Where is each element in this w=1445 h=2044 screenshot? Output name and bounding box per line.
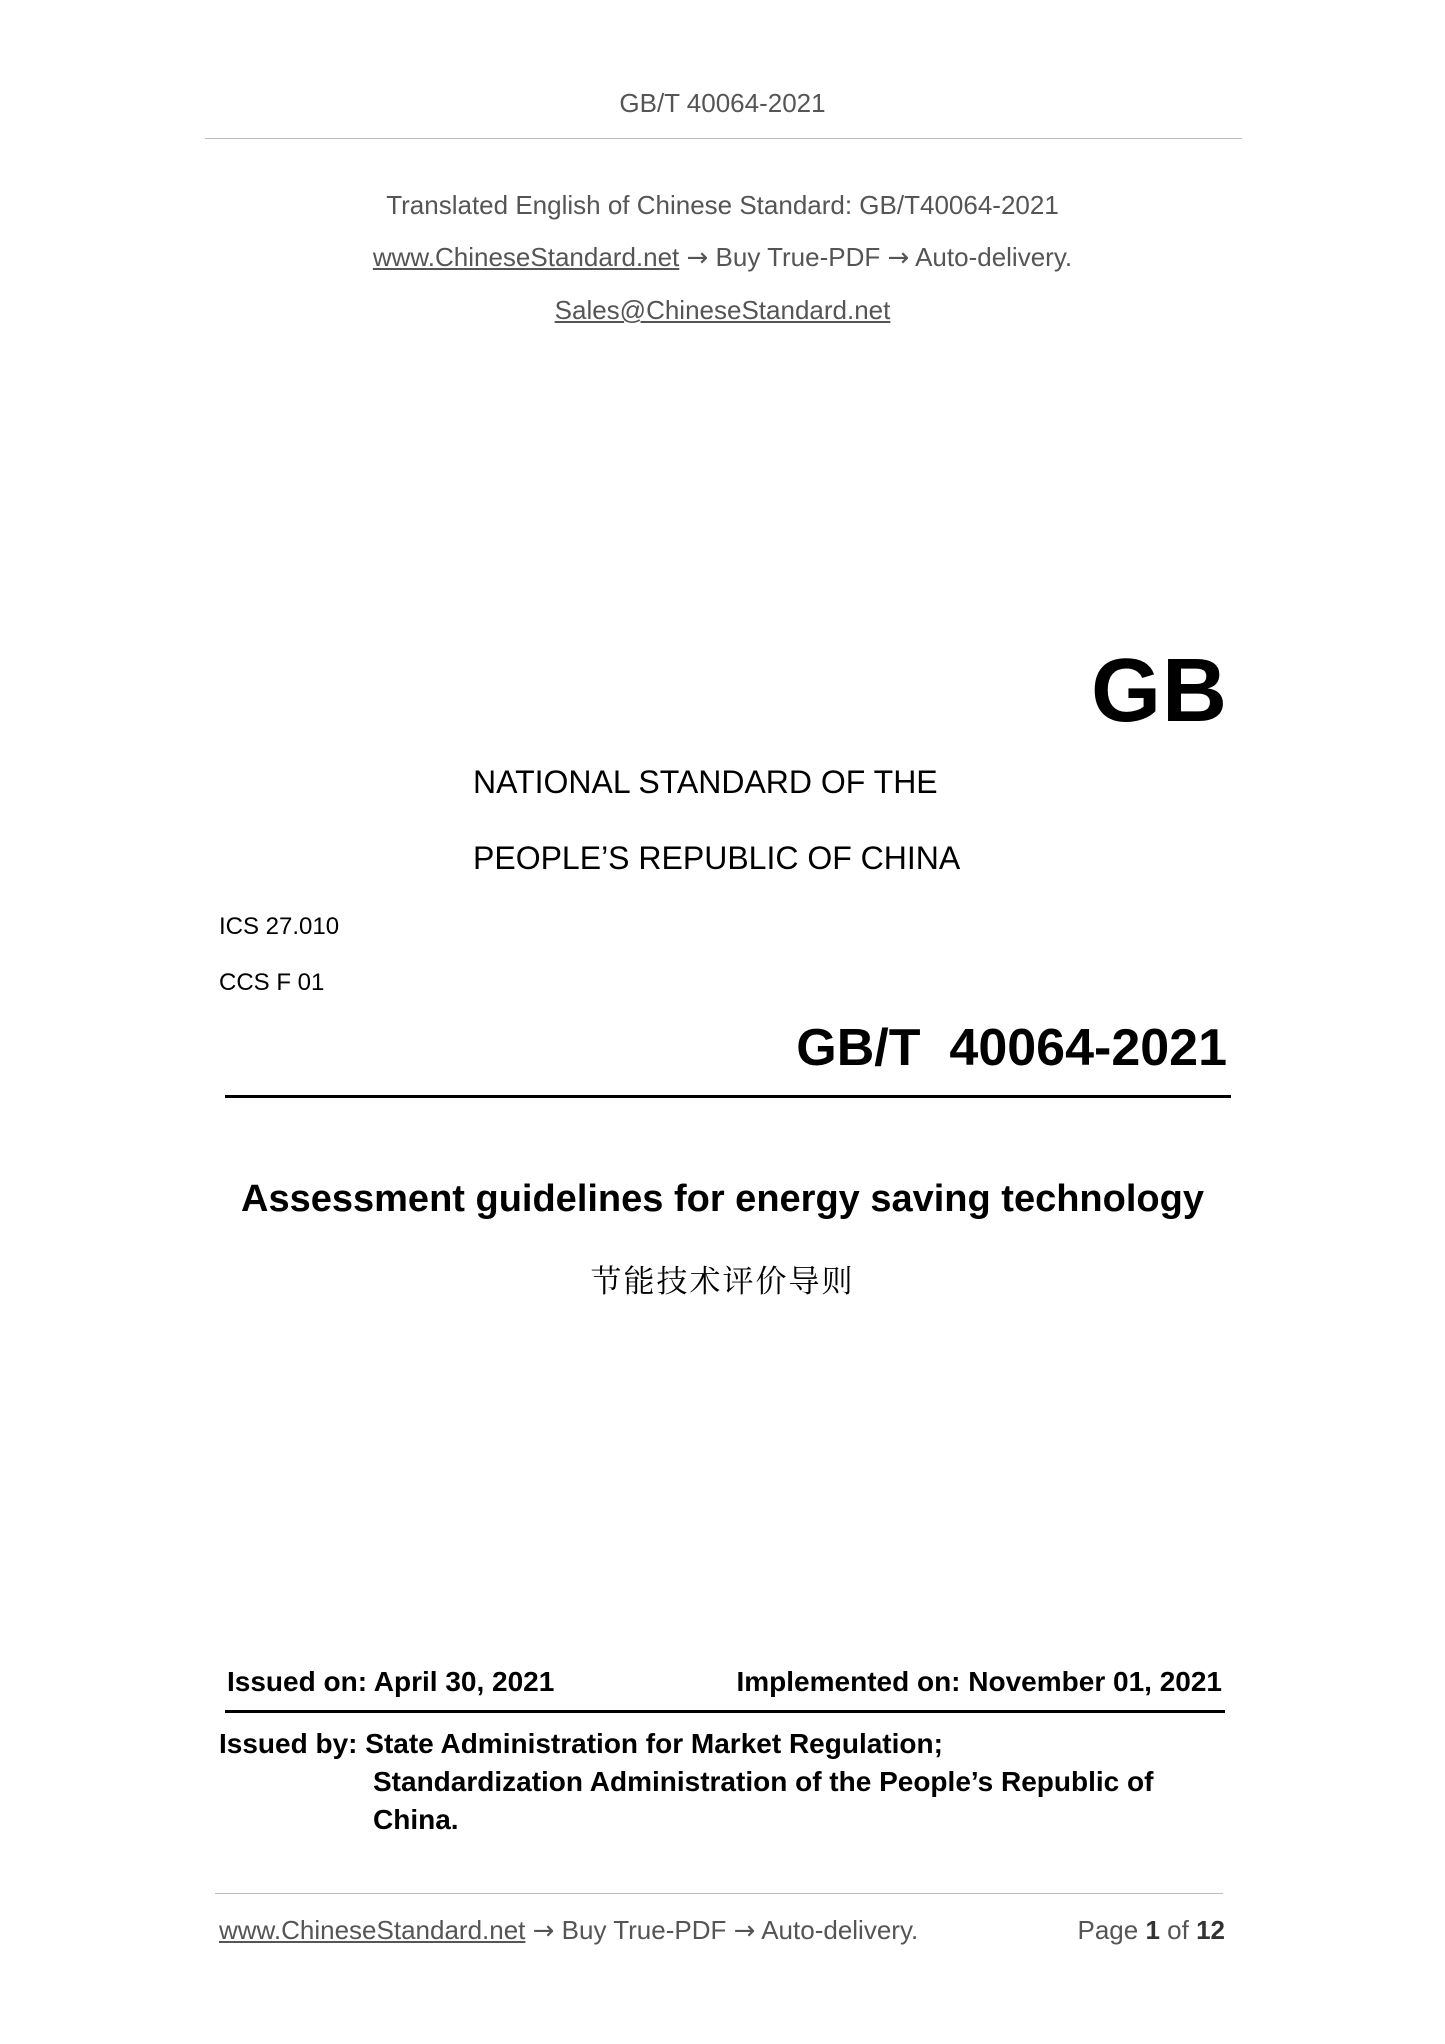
- issued-on-date: Issued on: April 30, 2021: [227, 1666, 555, 1697]
- footer-divider: [215, 1893, 1223, 1894]
- ccs-code: CCS F 01: [219, 969, 325, 996]
- ics-code: ICS 27.010: [219, 913, 340, 940]
- site-link[interactable]: www.ChineseStandard.net: [372, 242, 680, 272]
- page-indicator: [1020, 1915, 1225, 1946]
- footer-buy-text: Buy True-PDF: [561, 1915, 727, 1945]
- issued-by-line-2: Standardization Administration of the People’s Republic of: [373, 1766, 1154, 1797]
- arrow-right-icon: →: [532, 1916, 555, 1946]
- sales-email-link[interactable]: Sales@ChineseStandard.net: [554, 295, 891, 325]
- purchase-line: [0, 242, 1445, 273]
- translation-notice: Translated English of Chinese Standard: GB/T40064-2021: [386, 190, 1059, 220]
- page-of: of: [1167, 1915, 1189, 1945]
- footer-purchase-line: [219, 1915, 918, 1946]
- arrow-right-icon: →: [887, 243, 910, 273]
- running-header: GB/T 40064-2021: [619, 88, 826, 118]
- footer-site-link[interactable]: www.ChineseStandard.net: [219, 1915, 526, 1945]
- arrow-right-icon: →: [686, 243, 709, 273]
- auto-delivery-text: Auto-delivery.: [915, 242, 1073, 272]
- sales-email-line: [0, 295, 1445, 326]
- header-divider: [205, 138, 1242, 139]
- issued-by-line-1: Issued by: State Administration for Market Regulation;: [219, 1728, 943, 1759]
- page-total: 12: [1196, 1915, 1225, 1945]
- standard-number-divider: [225, 1095, 1231, 1098]
- implemented-on-date: Implemented on: November 01, 2021: [736, 1666, 1222, 1697]
- footer-auto-delivery-text: Auto-delivery.: [761, 1915, 919, 1945]
- national-standard-line-1: NATIONAL STANDARD OF THE: [473, 764, 938, 800]
- dates-divider: [225, 1710, 1225, 1713]
- standard-number: GB/T 40064-2021: [796, 1019, 1227, 1077]
- title-chinese: 节能技术评价导则: [590, 1264, 855, 1300]
- title-english: Assessment guidelines for energy saving technology: [241, 1178, 1204, 1220]
- arrow-right-icon: →: [733, 1916, 756, 1946]
- gb-logo-mark: GB: [1091, 641, 1228, 741]
- page-label: Page: [1077, 1915, 1139, 1945]
- national-standard-line-2: PEOPLE’S REPUBLIC OF CHINA: [473, 840, 961, 876]
- page-current: 1: [1145, 1915, 1160, 1945]
- issued-by-line-3: China.: [373, 1804, 459, 1835]
- buy-true-pdf-text: Buy True-PDF: [715, 242, 881, 272]
